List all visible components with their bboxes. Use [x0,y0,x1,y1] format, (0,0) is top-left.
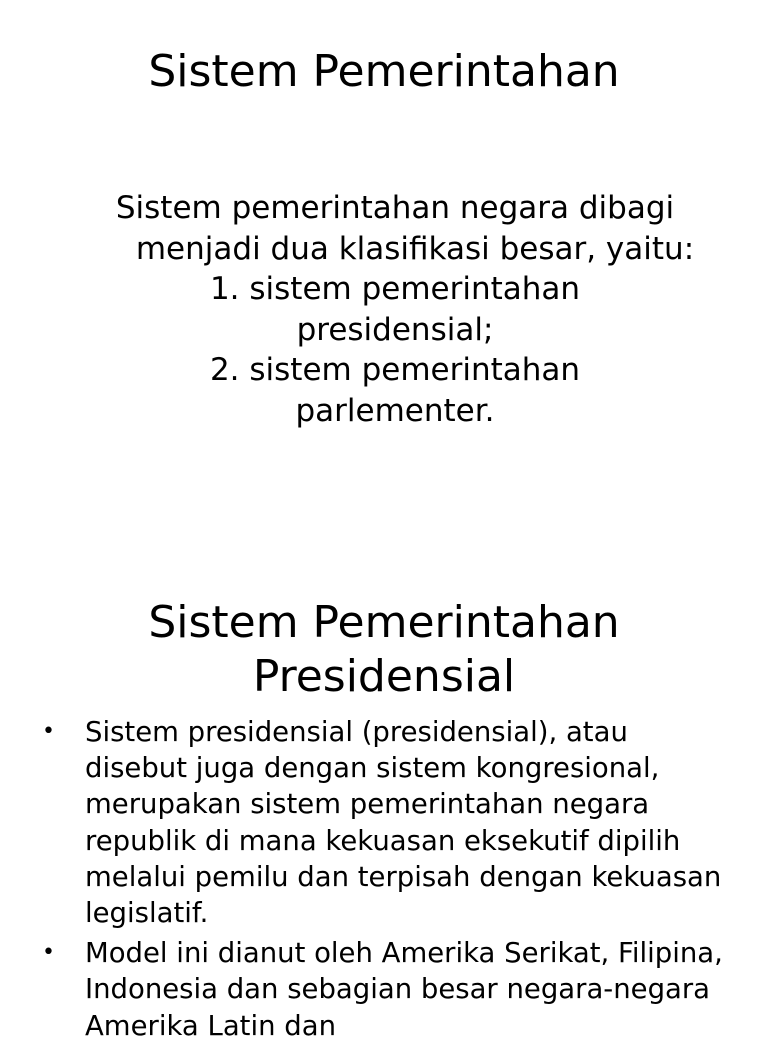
bullet-dot-icon: • [42,719,55,744]
title-line: Sistem Pemerintahan [148,597,620,648]
bullet-text: Sistem presidensial (presidensial), atau disebut juga dengan sistem kongresional, merupakan sistem pemerintahan negara republik di mana kekuasan eksekutif dipilih melalui pemilu dan terpisah dengan kekuasan legislatif. [85,716,722,930]
list-item: 1. sistem pemerintahan [209,271,581,307]
title-line: Presidensial [252,651,516,702]
slide-title: Sistem Pemerintahan [148,46,620,97]
slide-title [0,596,768,704]
slide-sistem-presidensial [0,580,768,1042]
list-item-continued: parlementer. [295,392,495,429]
body-line: menjadi dua klasifikasi besar, yaitu: [135,230,695,267]
list-item: 2. sistem pemerintahan [209,352,581,388]
body-line: Sistem pemerintahan negara dibagi [115,190,675,226]
bullet-list [40,714,730,1048]
slide-body [50,188,740,431]
bullet-item [40,714,730,931]
bullet-item [40,935,730,1044]
bullet-dot-icon: • [42,940,55,966]
bullet-text: Model ini dianut oleh Amerika Serikat, Filipina, Indonesia dan sebagian besar negara-negara Amerika Latin dan [85,937,723,1042]
list-item-continued: presidensial; [296,311,494,348]
